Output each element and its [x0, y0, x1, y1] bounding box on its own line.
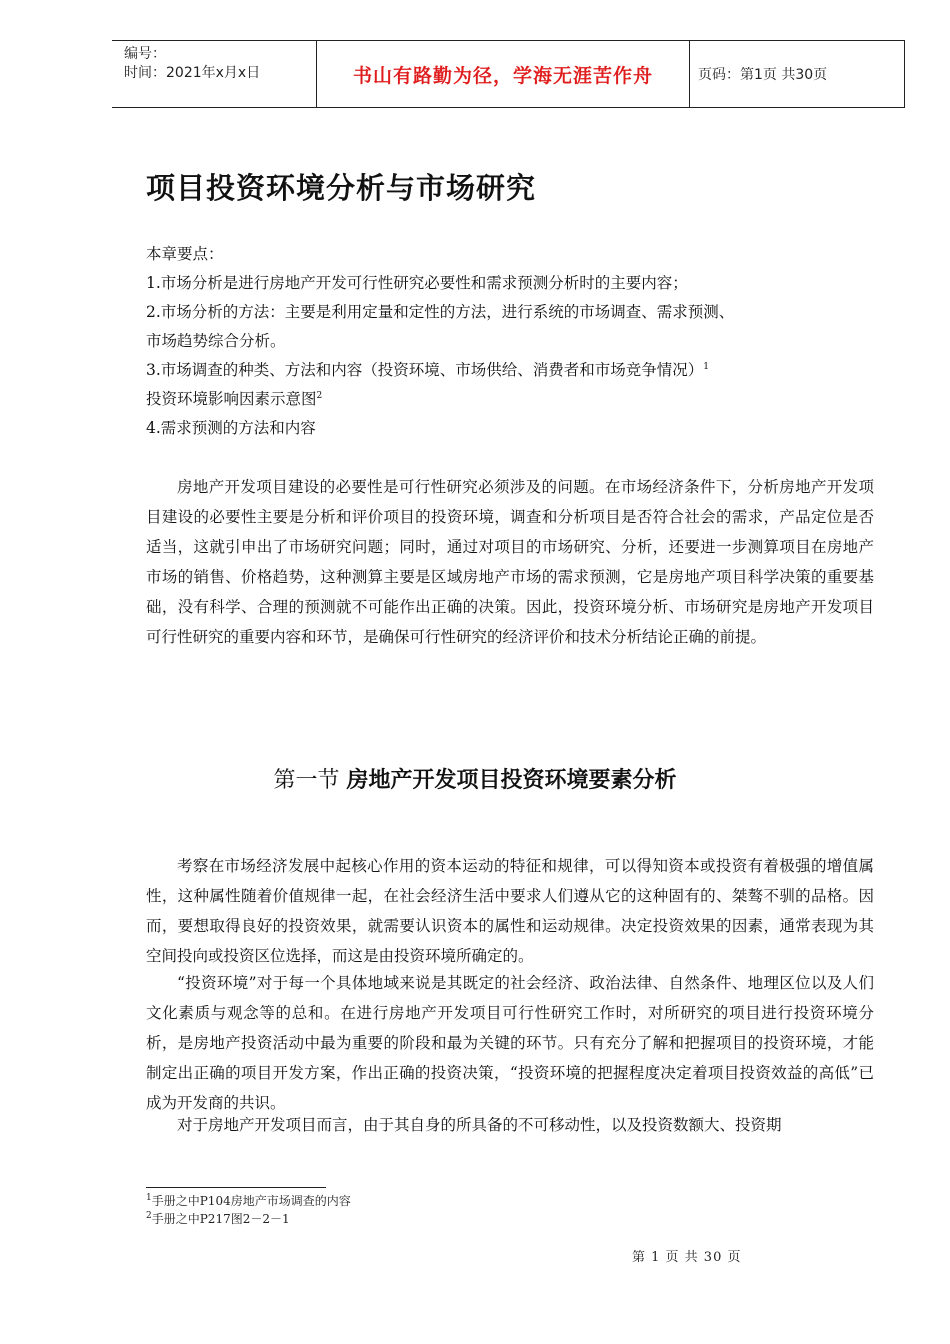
footnotes: [146, 1192, 351, 1228]
page-number-footer: 第 1 页 共 30 页: [632, 1250, 742, 1265]
time-label: 时间：2021年x月x日: [124, 65, 261, 81]
serial-label: 编号：: [124, 46, 166, 62]
key-point-3-sub-text: 投资环境影响因素示意图: [146, 390, 317, 408]
key-point-3-sub: [146, 385, 866, 414]
key-point-2-line-1: 2.市场分析的方法：主要是利用定量和定性的方法，进行系统的市场调查、需求预测、: [146, 303, 735, 321]
section-name: 房地产开发项目投资环境要素分析: [346, 768, 677, 793]
key-points: [146, 240, 866, 443]
footnote-1: [146, 1192, 351, 1210]
footnote-2-text: 手册之中P217图2－2－1: [151, 1212, 290, 1226]
header-motto: 书山有路勤为径，学海无涯苦作舟: [316, 41, 690, 107]
section-heading: [0, 763, 950, 794]
key-point-1: 1.市场分析是进行房地产开发可行性研究必要性和需求预测分析时的主要内容；: [146, 274, 688, 292]
document-header: [112, 40, 905, 108]
body-paragraph-1: 房地产开发项目建设的必要性是可行性研究必须涉及的问题。在市场经济条件下，分析房地产开发项目建设的必要性主要是分析和评价项目的投资环境，调查和分析项目是否符合社会的需求，产品定位是否适当，这就引申出了市场研究问题；同时，通过对项目的市场研究、分析，还要进一步测算项目在房地产市场的销售、价格趋势，这种测算主要是区域房地产市场的需求预测，它是房地产项目科学决策的重要基础，没有科学、合理的预测就不可能作出正确的决策。因此，投资环境分析、市场研究是房地产开发项目可行性研究的重要内容和环节，是确保可行性研究的经济评价和技术分析结论正确的前提。: [146, 478, 874, 646]
key-point-3: [146, 356, 866, 385]
body-paragraph-4: 对于房地产开发项目而言，由于其自身的所具备的不可移动性，以及投资数额大、投资期: [177, 1116, 782, 1134]
body-paragraph-3: “投资环境”对于每一个具体地域来说是其既定的社会经济、政治法律、自然条件、地理区位以及人们文化素质与观念等的总和。在进行房地产开发项目可行性研究工作时，对所研究的项目进行投资环境分析，是房地产投资活动中最为重要的阶段和最为关键的环节。只有充分了解和把握项目的投资环境，才能制定出正确的项目开发方案，作出正确的投资决策，“投资环境的把握程度决定着项目投资效益的高低”已成为开发商的共识。: [146, 974, 874, 1112]
header-page-info: 页码：第1页 共30页: [698, 67, 828, 83]
footnote-1-text: 手册之中P104房地产市场调查的内容: [151, 1194, 351, 1208]
footnote-2: [146, 1210, 351, 1228]
footnote-2-mark: 2: [146, 1211, 152, 1221]
footnote-ref-1[interactable]: 1: [703, 361, 710, 372]
footnote-1-mark: 1: [146, 1193, 152, 1203]
body-paragraph-2: 考察在市场经济发展中起核心作用的资本运动的特征和规律，可以得知资本或投资有着极强的增值属性，这种属性随着价值规律一起，在社会经济生活中要求人们遵从它的这种固有的、桀骜不驯的品格。因而，要想取得良好的投资效果，就需要认识资本的属性和运动规律。决定投资效果的因素，通常表现为其空间投向或投资区位选择，而这是由投资环境所确定的。: [146, 857, 874, 965]
section-number: 第一节: [273, 768, 340, 793]
footnote-separator: [146, 1187, 326, 1188]
key-points-heading: 本章要点：: [146, 245, 224, 263]
key-point-3-text: 3.市场调查的种类、方法和内容（投资环境、市场供给、消费者和市场竞争情况）: [146, 361, 704, 379]
document-title: 项目投资环境分析与市场研究: [146, 171, 537, 205]
key-point-4: 4.需求预测的方法和内容: [146, 419, 316, 437]
footnote-ref-2[interactable]: 2: [316, 390, 323, 401]
header-meta: [112, 41, 316, 107]
key-point-2-line-2: 市场趋势综合分析。: [146, 332, 286, 350]
